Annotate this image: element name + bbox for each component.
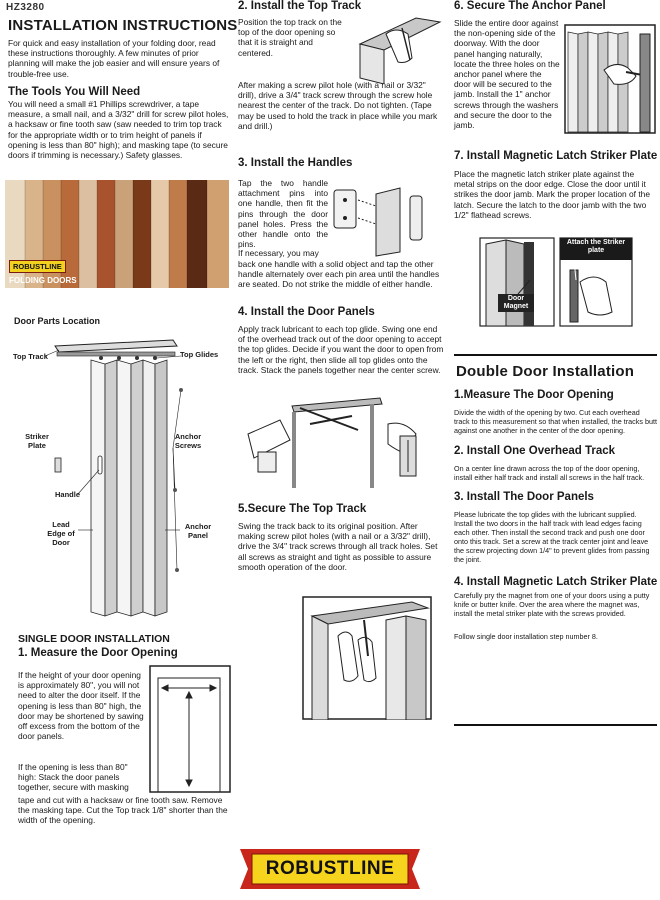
step7-text: Place the magnetic latch striker plate against the metal strips on the door edge. Close the door until it strikes the door jamb. Mark the proper location of the latch. Secure the latch to the door jamb with the two 1/2" flathead screws. [454, 169, 650, 220]
label-attach-striker: Attach the Striker plate [566, 239, 626, 254]
single-step1-title: 1. Measure the Door Opening [18, 647, 178, 659]
double-step4-title: 4. Install Magnetic Latch Striker Plate [454, 576, 658, 588]
step3-title: 3. Install the Handles [238, 157, 353, 169]
photo-brand-badge: ROBUSTLINE [9, 260, 66, 273]
double-step1-title: 1.Measure The Door Opening [454, 389, 614, 401]
label-top-glides: Top Glides [180, 350, 219, 359]
double-door-heading: Double Door Installation [456, 363, 635, 380]
step3-text-a: Tap the two handle attachment pins into one handle, then fit the pins through the door panel holes. Press the other handle onto the pins. [238, 178, 328, 250]
label-door-magnet: Door Magnet [498, 294, 534, 312]
label-top-track: Top Track [13, 352, 48, 361]
measure-diagram [148, 664, 233, 794]
double-step4-text: Carefully pry the magnet from one of your doors using a putty knife or butter knife. Over the area where the magnet was, install the metal striker plate with the screws provided. [454, 591, 650, 618]
page-title: INSTALLATION INSTRUCTIONS [8, 17, 238, 34]
logo-text: ROBUSTLINE [265, 858, 395, 879]
label-handle: Handle [55, 490, 81, 499]
folding-doors-photo [5, 180, 229, 288]
double-step3-title: 3. Install The Door Panels [454, 491, 594, 503]
double-follow-text: Follow single door installation step number 8. [454, 632, 598, 641]
single-step1-text-a: If the height of your door opening is approximately 80", you will not need to alter the door itself. If the opening is less than 80" high, the door may be shortened by sawing off excess from the bottom of the door panels. [18, 670, 144, 742]
label-striker-plate: Striker Plate [25, 432, 49, 450]
step3-illustration [330, 186, 442, 258]
parts-heading: Door Parts Location [14, 316, 101, 326]
single-door-heading: SINGLE DOOR INSTALLATION [18, 633, 170, 645]
single-step1-text-b: If the opening is less than 80" high: Stack the door panels together, secure with masking [18, 762, 129, 793]
step2-illustration [356, 14, 442, 84]
photo-caption: FOLDING DOORS [9, 276, 77, 285]
double-step2-title: 2. Install One Overhead Track [454, 445, 616, 457]
step3-text-b: If necessary, you may [238, 248, 319, 258]
step2-text-b: After making a screw pilot hole (with a nail or 3/32" drill), drive a 3/4" track screw through the screw hole nearest the center of the track. Do not tighten. (Tape may be used to hold the track in place while you mark and drill.) [238, 80, 438, 131]
double-step2-text: On a center line drawn across the top of the door opening, install either half track and install all screws in the half track. [454, 464, 645, 482]
divider-top [454, 354, 657, 356]
label-anchor-screws: Anchor Screws [174, 432, 202, 450]
robustline-logo [240, 845, 420, 893]
label-anchor-panel: Anchor Panel [184, 522, 212, 540]
divider-bottom [454, 724, 657, 726]
step5-text: Swing the track back to its original position. After making screw pilot holes (with a nail or a 3/32" drill), drive the 3/4" track screws through all track holes. Set all screws as straight and tight as possible to assure smooth operation of the door. [238, 521, 438, 572]
step3-text-c: back one handle with a solid object and tap the other handle alternately over each pin area until the handles are seated. Do not strike the middle of either handle. [238, 259, 440, 290]
step5-title: 5.Secure The Top Track [238, 503, 367, 515]
double-step1-text: Divide the width of the opening by two. Cut each overhead track to this measurement so that when installed, the tracks butt against one another in the center of the door opening. [454, 408, 657, 435]
tools-text: You will need a small #1 Phillips screwdriver, a tape measure, a small nail, and a 3/32" drill for screw pilot holes, a hacksaw or fine tooth saw (saw needed to trim top track for the appropriate width or to trim height of panels if opening is less than 80" high); and masking tape (to secure doors if trimming is necessary.) Safety glasses. [8, 99, 229, 161]
label-lead-edge: Lead Edge of Door [47, 520, 75, 547]
step7-title: 7. Install Magnetic Latch Striker Plate [454, 150, 658, 162]
step2-title: 2. Install the Top Track [238, 0, 362, 12]
step4-illustration [240, 394, 446, 488]
double-step3-text: Please lubricate the top glides with the lubricant supplied. Install the two doors in the half track with lead edges facing each other. Then install the second track and push one door onto this track. Set a screw at the track center joint and leave the screw projecting down 1/4" to prevent glides from passing the joint. [454, 510, 650, 564]
step5-illustration [302, 596, 432, 720]
intro-text: For quick and easy installation of your folding door, read these instructions thoroughly. A few minutes of prior planning will make the job easier and will ensure years of trouble-free use. [8, 38, 220, 79]
step4-title: 4. Install the Door Panels [238, 306, 375, 318]
door-parts-diagram [5, 330, 230, 630]
step6-text: Slide the entire door against the non-opening side of the doorway. With the door panel hanging naturally, locate the three holes on the anchor panel where the door will be secured to the jamb. Install the 1" anchor screws through the washers and secure the door to the jamb. [454, 18, 560, 131]
step2-text-a: Position the top track on the top of the door opening so that it is straight and centered. [238, 17, 342, 58]
tools-heading: The Tools You Will Need [8, 86, 141, 98]
single-step1-text-c: tape and cut with a hacksaw or fine tooth saw. Remove the masking tape. Cut the Top track 1/8" shorter than the width of the opening. [18, 795, 228, 826]
product-code: HZ3280 [6, 2, 45, 13]
step7-illustration [476, 236, 634, 328]
step6-illustration [564, 24, 656, 134]
step4-text: Apply track lubricant to each top glide. Swing one end of the overhead track out of the door opening to accept the top glides. Decide if you want the door to open from the left or the right, then slide all top glides onto the track. Stack the panels together near the center screw. [238, 324, 444, 375]
step6-title: 6. Secure The Anchor Panel [454, 0, 606, 12]
